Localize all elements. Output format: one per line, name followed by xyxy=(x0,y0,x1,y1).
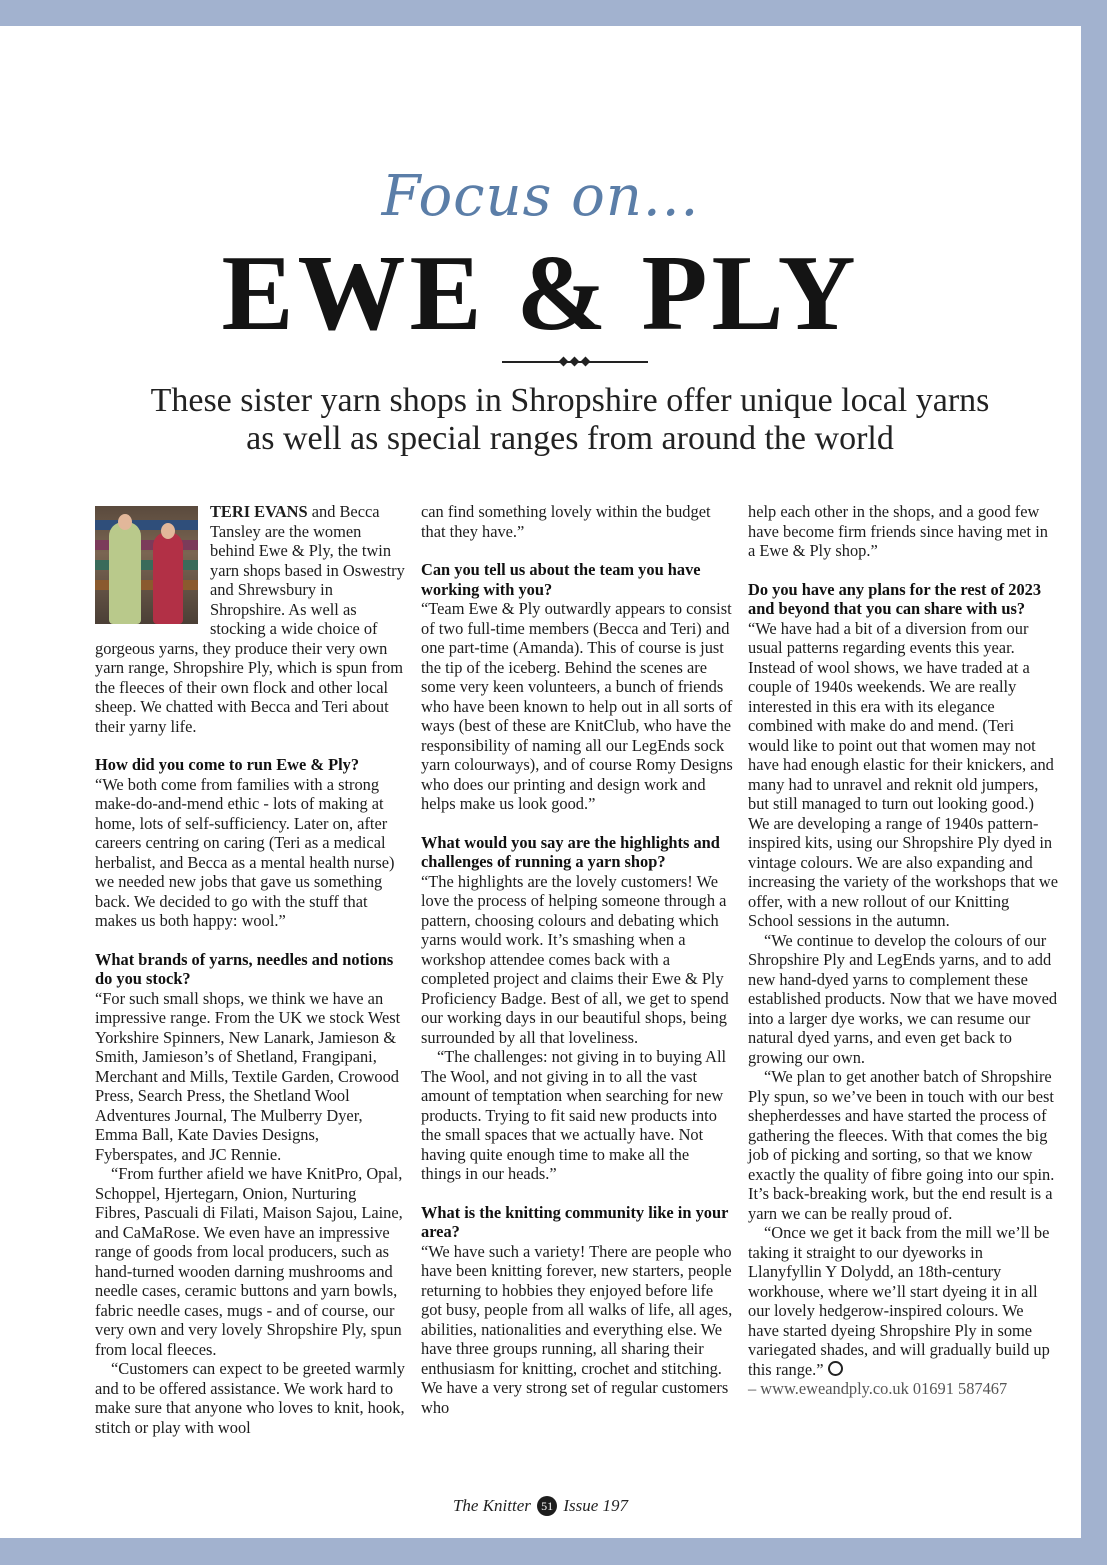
question-heading: How did you come to run Ewe & Ply? xyxy=(95,755,360,774)
divider-diamond xyxy=(570,357,580,367)
column-1 xyxy=(95,502,405,1437)
intro-text: and Becca Tansley are the women behind Ewe & Ply, the twin yarn shops based in Oswestry and Shrewsbury in Shropshire. As well as stocking a wide choice of gorgeous yarns, they produce their very own yarn range, Shropshire Ply, which is spun from the fleeces of their own flock and other local sheep. We chatted with Becca and Teri about their yarny life. xyxy=(95,502,405,736)
page-number: 51 xyxy=(537,1496,557,1516)
column-3 xyxy=(748,502,1058,1399)
answer-paragraph: “Customers can expect to be greeted warmly and to be offered assistance. We work hard to make sure that anyone who loves to knit, hook, stitch or play with wool xyxy=(95,1359,406,1437)
answer-paragraph: “We plan to get another batch of Shropshire Ply spun, so we’ve been in touch with our best shepherdesses and have started the process of gathering the fleeces. With that comes the big job of picking and sorting, so that we know exactly the quality of fibre going into our spin. It’s back-breaking work, but the end result is a yarn we can be really proud of. xyxy=(748,1067,1055,1223)
answer-paragraph: “We have such a variety! There are people who have been knitting forever, new starters, people returning to hobbies they enjoyed before life got busy, people from all walks of life, all ages, abilities, nationalities and everything else. We have three groups running, all sharing their enthusiasm for knitting, crochet and stitching. We have a very strong set of regular customers who xyxy=(421,1241,733,1417)
question-heading: Do you have any plans for the rest of 2023 and beyond that you can share with us? xyxy=(748,579,1042,618)
answer-paragraph: help each other in the shops, and a good few have become firm friends since having met in a Ewe & Ply shop.” xyxy=(748,502,1048,560)
article-title: EWE & PLY xyxy=(221,234,860,353)
answer-paragraph: “Team Ewe & Ply outwardly appears to consist of two full-time members (Becca and Teri) and one part-time (Amanda). This of course is just the tip of the iceberg. Behind the scenes are some very keen volunteers, a bunch of friends who have been known to help out in all sorts of ways (best of these are KnitClub, who have the responsibility of naming all our LegEnds sock yarn colourways), and of course Romy Designs who does our printing and design work and helps make us look good.” xyxy=(421,599,733,813)
kicker: Focus on... xyxy=(381,164,700,229)
issue-number: Issue 197 xyxy=(563,1496,629,1515)
answer-paragraph: “We have had a bit of a diversion from our usual patterns regarding events this year. Instead of wool shows, we have traded at a couple of 1940s weekends. We are really interested in this era with its elegance combined with make do and mend. (Teri would like to point out that women may not have had enough elastic for their knickers, and many had to unravel and reknit old jumpers, but still managed to turn out looking good.) We are developing a range of 1940s pattern-inspired kits, using our Shropshire Ply dyed in vintage colours. We are also expanding and increasing the variety of the workshops that we offer, with a new rollout of our Knitting School sessions in the autumn. xyxy=(748,618,1058,930)
question-heading: What is the knitting community like in your area? xyxy=(421,1202,729,1241)
end-mark-icon xyxy=(828,1361,843,1376)
ornamental-divider xyxy=(502,357,648,367)
owners-photo xyxy=(95,506,198,624)
answer-paragraph: “The challenges: not giving in to buying All The Wool, and not giving in to all the vast amount of temptation when searching for new products. Trying to fit said new products into the small spaces that we actually have. Not having quite enough time to make all the things in our heads.” xyxy=(421,1047,727,1183)
closing-text: “Once we get it back from the mill we’ll be taking it straight to our dyeworks in Llanyfyllin Y Dolydd, an 18th-century workhouse, where we’ll start dyeing it in all our lovely hedgerow-inspired colours. We have started dyeing Shropshire Ply in some variegated shades, and will gradually build up this range.” xyxy=(748,1223,1050,1379)
answer-paragraph: can find something lovely within the budget that they have.” xyxy=(421,502,711,541)
person-head xyxy=(161,523,175,539)
page-footer xyxy=(0,1496,1081,1516)
answer-paragraph: “From further afield we have KnitPro, Opal, Schoppel, Hjertegarn, Onion, Nurturing Fibres, Pascuali di Filati, Maison Sajou, Laine, and CaMaRose. We even have an impressive range of goods from local producers, such as hand-turned wooden darning mushrooms and needle cases, ceramic buttons and yarn bowls, fabric needle cases, mugs - and of course, our very own and very lovely Shropshire Ply, spun from local fleeces. xyxy=(95,1164,403,1359)
answer-paragraph xyxy=(748,1223,1058,1379)
standfirst: These sister yarn shops in Shropshire offer unique local yarns as well as special ranges from around the world xyxy=(150,382,990,457)
answer-paragraph: “The highlights are the lovely customers! We love the process of helping someone through a pattern, choosing colours and debating which yarns would work. It’s smashing when a workshop attendee comes back with a completed project and claims their Ewe & Ply Proficiency Badge. Best of all, we get to spend our working days in our beautiful shops, being surrounded by all that loveliness. xyxy=(421,871,729,1047)
person-teri xyxy=(109,522,141,624)
magazine-page xyxy=(0,26,1081,1538)
question-heading: What would you say are the highlights and challenges of running a yarn shop? xyxy=(421,832,720,871)
person-head xyxy=(118,514,132,530)
person-becca xyxy=(153,532,183,624)
contact-details: – www.eweandply.co.uk 01691 587467 xyxy=(748,1379,1008,1398)
column-2 xyxy=(421,502,733,1417)
divider-diamond xyxy=(559,357,569,367)
intro-lead: TERI EVANS xyxy=(210,502,308,521)
question-heading: Can you tell us about the team you have working with you? xyxy=(421,560,701,599)
answer-paragraph: “For such small shops, we think we have an impressive range. From the UK we stock West Yorkshire Spinners, New Lanark, Jamieson & Smith, Jamieson’s of Shetland, Frangipani, Merchant and Mills, Textile Garden, Crowood Press, Search Press, the Shetland Wool Adventures Journal, The Mulberry Dyer, Emma Ball, Kate Davies Designs, Fyberspates, and JC Rennie. xyxy=(95,988,401,1164)
magazine-name: The Knitter xyxy=(452,1496,531,1515)
question-heading: What brands of yarns, needles and notions do you stock? xyxy=(95,949,394,988)
divider-diamond xyxy=(581,357,591,367)
answer-paragraph: “We continue to develop the colours of our Shropshire Ply and LegEnds yarns, and to add new hand-dyed yarns to complement these established products. Now that we have moved into a larger dye works, we can resume our natural dyed yarns, and even get back to growing our own. xyxy=(748,930,1058,1067)
answer-paragraph: “We both come from families with a strong make-do-and-mend ethic - lots of making at home, lots of self-sufficiency. Later on, after careers centring on caring (Teri as a medical herbalist, and Becca as a mental health nurse) we needed new jobs that gave us something back. We decided to go with the stuff that makes us both happy: wool.” xyxy=(95,774,395,930)
